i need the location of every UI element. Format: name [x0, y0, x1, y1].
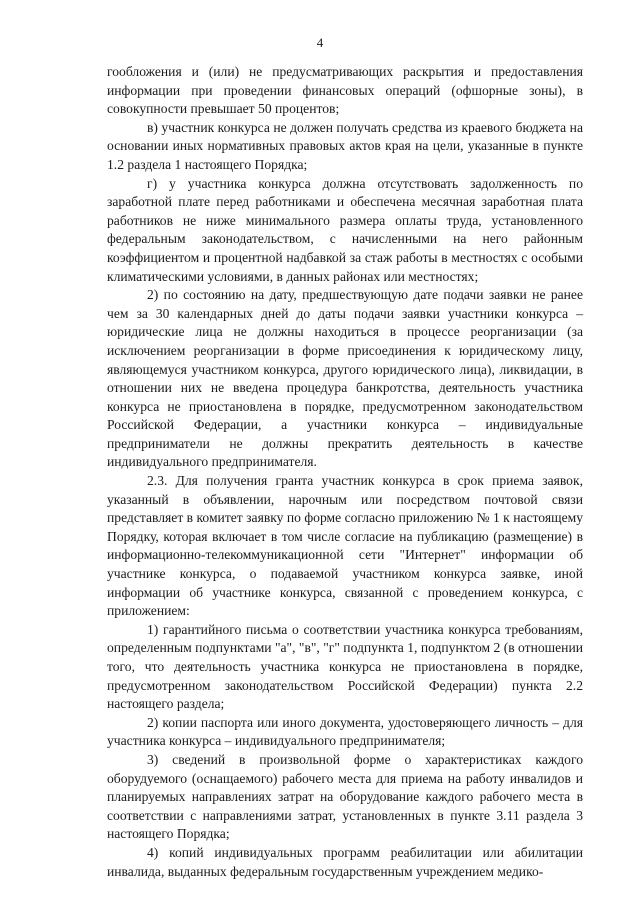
paragraph-item-v: в) участник конкурса не должен получать средства из краевого бюджета на основании иных нормативных правовых актов края на цели, указанные в пункте 1.2 раздела 1 настоящего Порядка; — [107, 119, 583, 172]
paragraph-attachment-2: 2) копии паспорта или иного документа, удостоверяющего личность – для участника конкурса – индивидуального предпринимателя; — [107, 714, 583, 749]
paragraph-section-2-3: 2.3. Для получения гранта участник конкурса в срок приема заявок, указанный в объявлении, нарочным или посредством почтовой связи представляет в комитет заявку по форме согласно приложению № 1 к настоящему Порядку, которая включает в том числе согласие на публикацию (размещение) в информационно-телекоммуникационной сети "Интернет" информации об участнике конкурса, о подаваемой участником конкурса заявке, иной информации об участнике конкурса, связанной с проведением конкурса, с приложением: — [107, 473, 583, 619]
page-number: 4 — [316, 35, 324, 50]
paragraph-attachment-4: 4) копий индивидуальных программ реабилитации или абилитации инвалида, выданных федеральным государственным учреждением медико- — [107, 844, 583, 879]
paragraph-item-g: г) у участника конкурса должна отсутствовать задолженность по заработной плате перед работниками и обеспечена месячная заработная плата работников не ниже минимального размера оплаты труда, установленного федеральным законодательством, с начисленными на него районным коэффициентом и процентной надбавкой за стаж работы в местностях с особыми климатическими условиями, в данных районах или местностях; — [107, 175, 583, 284]
paragraph-attachment-1: 1) гарантийного письма о соответствии участника конкурса требованиям, определенным подпунктами "а", "в", "г" подпункта 1, подпунктом 2 (в отношении того, что деятельность участника конкурса не приостановлена в порядке, предусмотренном законодательством Российской Федерации) пункта 2.2 настоящего раздела; — [107, 621, 583, 712]
paragraph-continuation: гообложения и (или) не предусматривающих раскрытия и предоставления информации при проведении финансовых операций (офшорные зоны), в совокупности превышает 50 процентов; — [107, 64, 583, 117]
paragraph-attachment-3: 3) сведений в произвольной форме о характеристиках каждого оборудуемого (оснащаемого) рабочего места для приема на работу инвалидов и планируемых направлениях затрат на оборудование каждого рабочего места в соответствии с направлениями затрат, установленных в пункте 3.11 раздела 3 настоящего Порядка; — [107, 751, 583, 842]
paragraph-item-2: 2) по состоянию на дату, предшествующую дате подачи заявки не ранее чем за 30 календарных дней до даты подачи заявки участники конкурса – юридические лица не должны находиться в процессе реорганизации (за исключением реорганизации в форме присоединения к юридическому лицу, являющемуся участником конкурса, другого юридического лица), ликвидации, в отношении них не введена процедура банкротства, деятельность участника конкурса не приостановлена в порядке, предусмотренном законодательством Российской Федерации, а участники конкурса – индивидуальные предприниматели не должны прекратить деятельность в качестве индивидуального предпринимателя. — [107, 287, 583, 470]
document-body — [107, 63, 583, 881]
